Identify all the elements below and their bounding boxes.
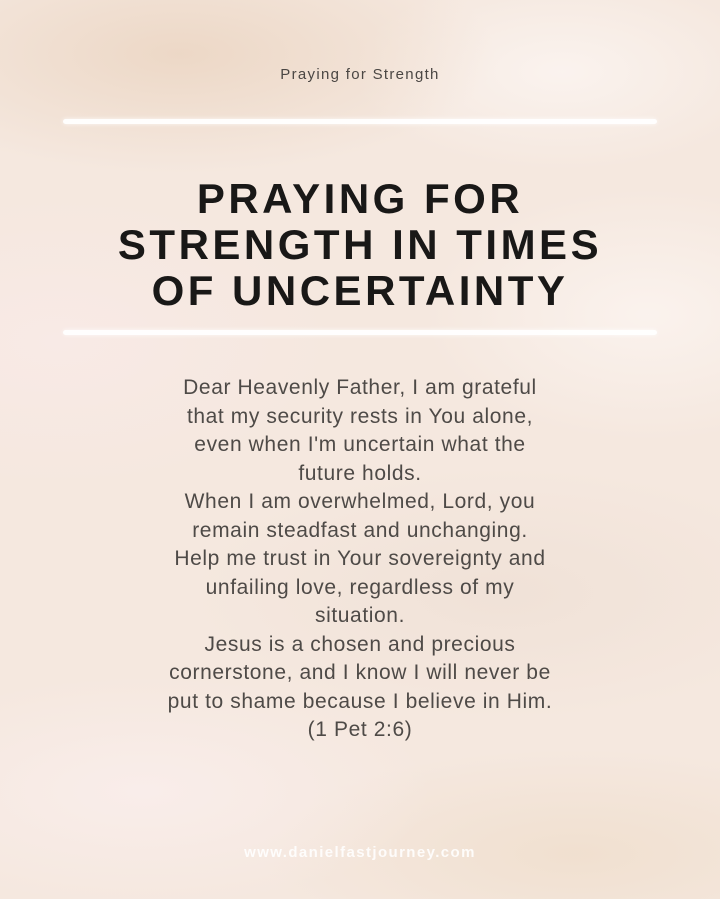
- prayer-line: even when I'm uncertain what the: [194, 433, 526, 456]
- poster-title: [0, 176, 720, 314]
- title-line: OF UNCERTAINTY: [151, 267, 569, 314]
- prayer-line: future holds.: [298, 461, 422, 485]
- prayer-line: (1 Pet 2:6): [307, 718, 413, 741]
- prayer-line: that my security rests in You alone,: [186, 404, 534, 428]
- prayer-line: Jesus is a chosen and precious: [204, 632, 516, 656]
- prayer-line: remain steadfast and unchanging.: [192, 518, 528, 542]
- divider-rule-top: [63, 119, 657, 124]
- title-line: STRENGTH IN TIMES: [117, 221, 603, 268]
- prayer-line: unfailing love, regardless of my: [205, 575, 515, 599]
- website-url: www.danielfastjourney.com: [244, 844, 476, 861]
- title-line: PRAYING FOR: [196, 175, 524, 222]
- prayer-text: [0, 374, 720, 745]
- prayer-line: put to shame because I believe in Him.: [167, 689, 553, 713]
- prayer-line: When I am overwhelmed, Lord, you: [184, 490, 536, 513]
- prayer-line: situation.: [314, 604, 406, 627]
- prayer-line: Help me trust in Your sovereignty and: [174, 547, 546, 570]
- divider-rule-bottom: [63, 330, 657, 335]
- kicker-label: Praying for Strength: [280, 66, 440, 83]
- prayer-line: cornerstone, and I know I will never be: [169, 661, 551, 684]
- prayer-line: Dear Heavenly Father, I am grateful: [183, 376, 537, 399]
